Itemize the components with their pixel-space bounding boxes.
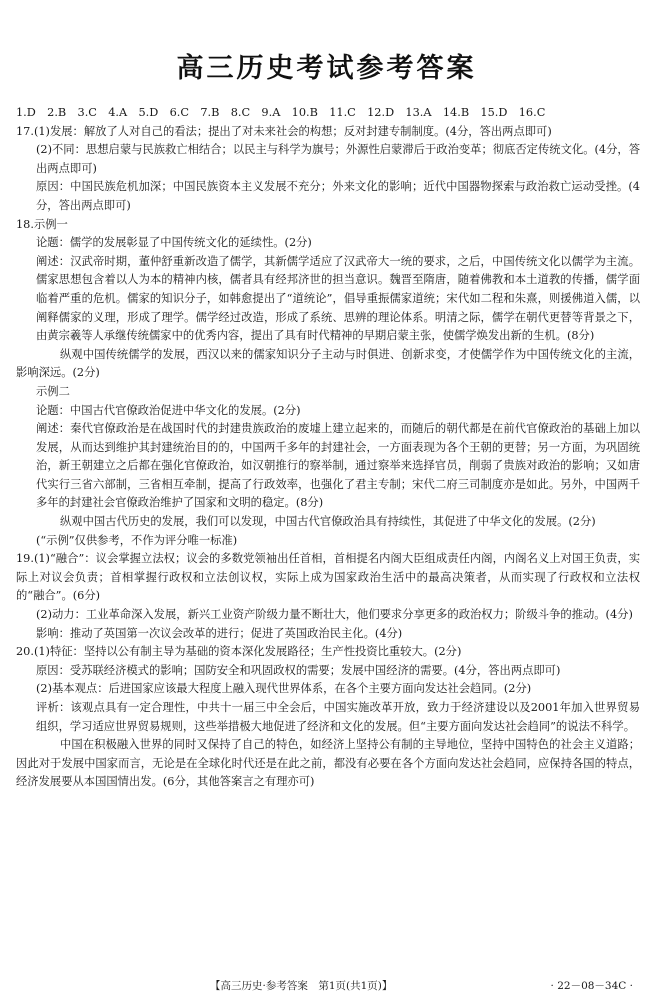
footer-page-info: 【高三历史·参考答案 第1页(共1页)】: [210, 980, 393, 992]
answer-line: 示例二: [36, 384, 70, 398]
answer-line: 论题：儒学的发展彰显了中国传统文化的延续性。(2分): [36, 236, 312, 250]
answer-line: 原因：受苏联经济模式的影响；国防安全和巩固政权的需要；发展中国经济的需要。(4分，答出两点即可): [36, 663, 561, 677]
answer-line: (2)基本观点：后进国家应该最大程度上融入现代世界体系，在各个主要方面向发达社会趋同。(2分): [36, 682, 532, 696]
answer-line: 影响：推动了英国第一次议会改革的进行；促进了英国政治民主化。(4分): [36, 626, 403, 640]
answer-line: 19.(1)“融合”：议会掌握立法权；议会的多数党领袖出任首相，首相提名内阁大臣组成责任内阁，内阁名义上对国王负责，实际上对议会负责；首相掌握行政权和立法创议权，实际上成为国家政治生活中的最高决策者，从而实现了行政权和立法权的“融合”。(6分): [16, 552, 640, 603]
answer-line: 中国在积极融入世界的同时又保持了自己的特色，如经济上坚持公有制的主导地位，坚持中国特色的社会主义道路；因此对于发展中国家而言，无论是在全球化时代还是在此之前，都没有必要在各个方面向发达社会趋同，应保持各国的特点，经济发展要从本国国情出发。(6分，其他答案言之有理亦可): [16, 738, 640, 789]
answer-line: (“示例”仅供参考，不作为评分唯一标准): [36, 533, 238, 547]
answer-line: 评析：该观点具有一定合理性，中共十一届三中全会后，中国实施改革开放，致力于经济建设以及2001年加入世界贸易组织，学习适应世界贸易规则，这些举措极大地促进了经济和文化的发展。但“主要方面向发达社会趋同”的说法不科学。: [36, 701, 640, 733]
answer-line: 阐述：秦代官僚政治是在战国时代的封建贵族政治的废墟上建立起来的，而随后的朝代都是在前代官僚政治的基础上加以发展，从而达到维护其封建统治目的的，中国两千多年的封建社会，一方面表现为各个王朝的更替；另一方面，为巩固统治，新王朝建立之后都在强化官僚政治，如汉朝推行的察举制，通过察举来选择官员，削弱了贵族对政治的影响；又如唐代实行三省六部制，三省相互牵制，提高了行政效率，也强化了君主专制；宋代二府三司制度亦是如此。另外，中国两千多年的封建社会官僚政治维护了国家和文明的稳定。(8分): [36, 422, 640, 510]
answer-line: 17.(1)发展：解放了人对自己的看法；提出了对未来社会的构想；反对封建专制制度。(4分，答出两点即可): [16, 124, 552, 138]
answer-line: (2)不同：思想启蒙与民族救亡相结合；以民主与科学为旗号；外源性启蒙滞后于政治变革；彻底否定传统文化。(4分，答出两点即可): [36, 143, 640, 175]
answer-line: (2)动力：工业革命深入发展，新兴工业资产阶级力量不断壮大，他们要求分享更多的政治权力；阶级斗争的推动。(4分): [36, 608, 633, 622]
answer-line: 纵观中国传统儒学的发展，西汉以来的儒家知识分子主动与时俱进、创新求变，才使儒学作为中国传统文化的主流，影响深远。(2分): [16, 347, 640, 380]
page-footer: [0, 978, 653, 996]
answer-line: 阐述：汉武帝时期，董仲舒重新改造了儒学，其新儒学适应了汉武帝大一统的要求，之后，中国传统文化以儒学为主流。儒家思想包含着以人为本的精神内核，儒者具有经邦济世的担当意识。魏晋至隋唐，随着佛教和本土道教的传播，儒学面临着严重的危机。儒家的知识分子，如韩愈提出了“道统论”，倡导重振儒家道统；宋代如二程和朱熹，则援佛道入儒，以阐释儒家的义理，形成了理学。儒学经过改造，形成了系统、思辨的理论体系。明清之际，儒学在朝代更替等背景之下，由黄宗羲等人承继传统儒家中的优秀内容，提出了具有时代精神的早期启蒙主张，使儒学焕发出新的生机。(8分): [36, 254, 640, 343]
answer-body: [16, 104, 640, 792]
answer-line: 18.示例一: [16, 217, 68, 231]
answer-line: 原因：中国民族危机加深；中国民族资本主义发展不充分；外来文化的影响；近代中国器物探索与政治救亡运动受挫。(4分，答出两点即可): [36, 180, 640, 212]
answer-line: 20.(1)特征：坚持以公有制主导为基础的资本深化发展路径；生产性投资比重较大。(2分): [16, 645, 462, 659]
answer-line: 1.D 2.B 3.C 4.A 5.D 6.C 7.B 8.C 9.A 10.B 11.C 12.D 13.A 14.B 15.D 16.C: [16, 106, 546, 119]
answer-line: 论题：中国古代官僚政治促进中华文化的发展。(2分): [36, 403, 301, 417]
footer-exam-code: · 22－08－34C ·: [550, 980, 633, 992]
page-title: 高三历史考试参考答案: [176, 53, 477, 84]
answer-line: 纵观中国古代历史的发展，我们可以发现，中国古代官僚政治具有持续性，其促进了中华文化的发展。(2分): [60, 515, 596, 529]
